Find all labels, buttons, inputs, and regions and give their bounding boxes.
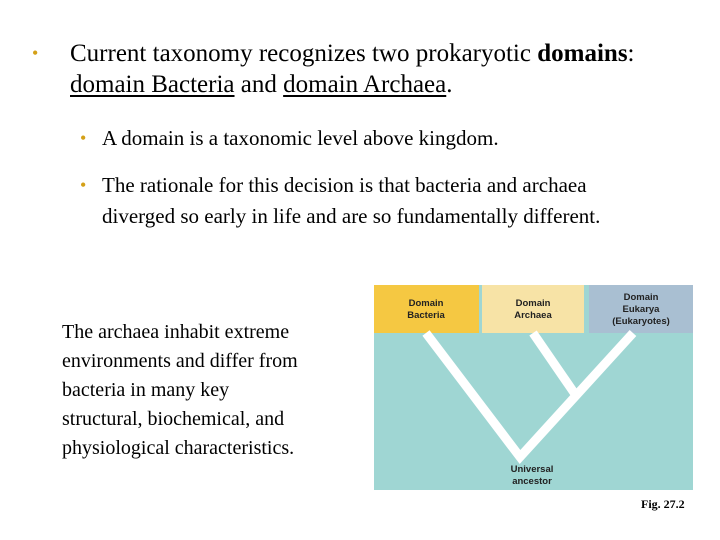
colon: : <box>627 40 635 67</box>
bacteria-box <box>374 285 479 333</box>
domains-term: domains <box>537 40 628 67</box>
main-bullet-text <box>70 38 672 100</box>
sub-bullet-domain-level <box>80 123 640 153</box>
domain-archaea-term: domain Archaea <box>283 71 447 98</box>
domain-bacteria-term: domain Bacteria <box>70 71 235 98</box>
bacteria-label-line2: Bacteria <box>407 310 445 321</box>
bullet-dot: • <box>32 43 39 63</box>
and-word: and <box>234 71 284 98</box>
archaea-caption: The archaea inhabit extreme environments and differ from bacteria in many key structural, biochemical, and physiological characteristics. <box>62 321 298 459</box>
main-bullet-intro: Current taxonomy recognizes two prokaryotic <box>70 40 538 67</box>
three-domain-tree-figure <box>374 285 693 490</box>
eukarya-label-line2: Eukarya <box>622 304 660 315</box>
eukarya-label-line1: Domain <box>623 292 659 303</box>
period: . <box>446 71 453 98</box>
archaea-label-line2: Archaea <box>514 310 552 321</box>
sub-bullet-text: The rationale for this decision is that bacteria and archaea diverged so early in life and are so fundamentally different. <box>102 173 601 228</box>
eukarya-label-line3: (Eukaryotes) <box>612 316 670 327</box>
archaea-box <box>482 285 584 333</box>
archaea-label-line1: Domain <box>515 298 551 309</box>
universal-ancestor-line1: Universal <box>510 464 554 475</box>
bullet-dot: • <box>80 175 87 195</box>
bacteria-label-line1: Domain <box>408 298 444 309</box>
figure-number: Fig. 27.2 <box>641 497 685 511</box>
sub-bullet-text: A domain is a taxonomic level above kingdom. <box>102 126 499 150</box>
bullet-dot: • <box>80 128 87 148</box>
main-bullet <box>32 38 672 100</box>
sub-bullet-rationale <box>80 170 640 232</box>
universal-ancestor-line2: ancestor <box>512 476 552 487</box>
